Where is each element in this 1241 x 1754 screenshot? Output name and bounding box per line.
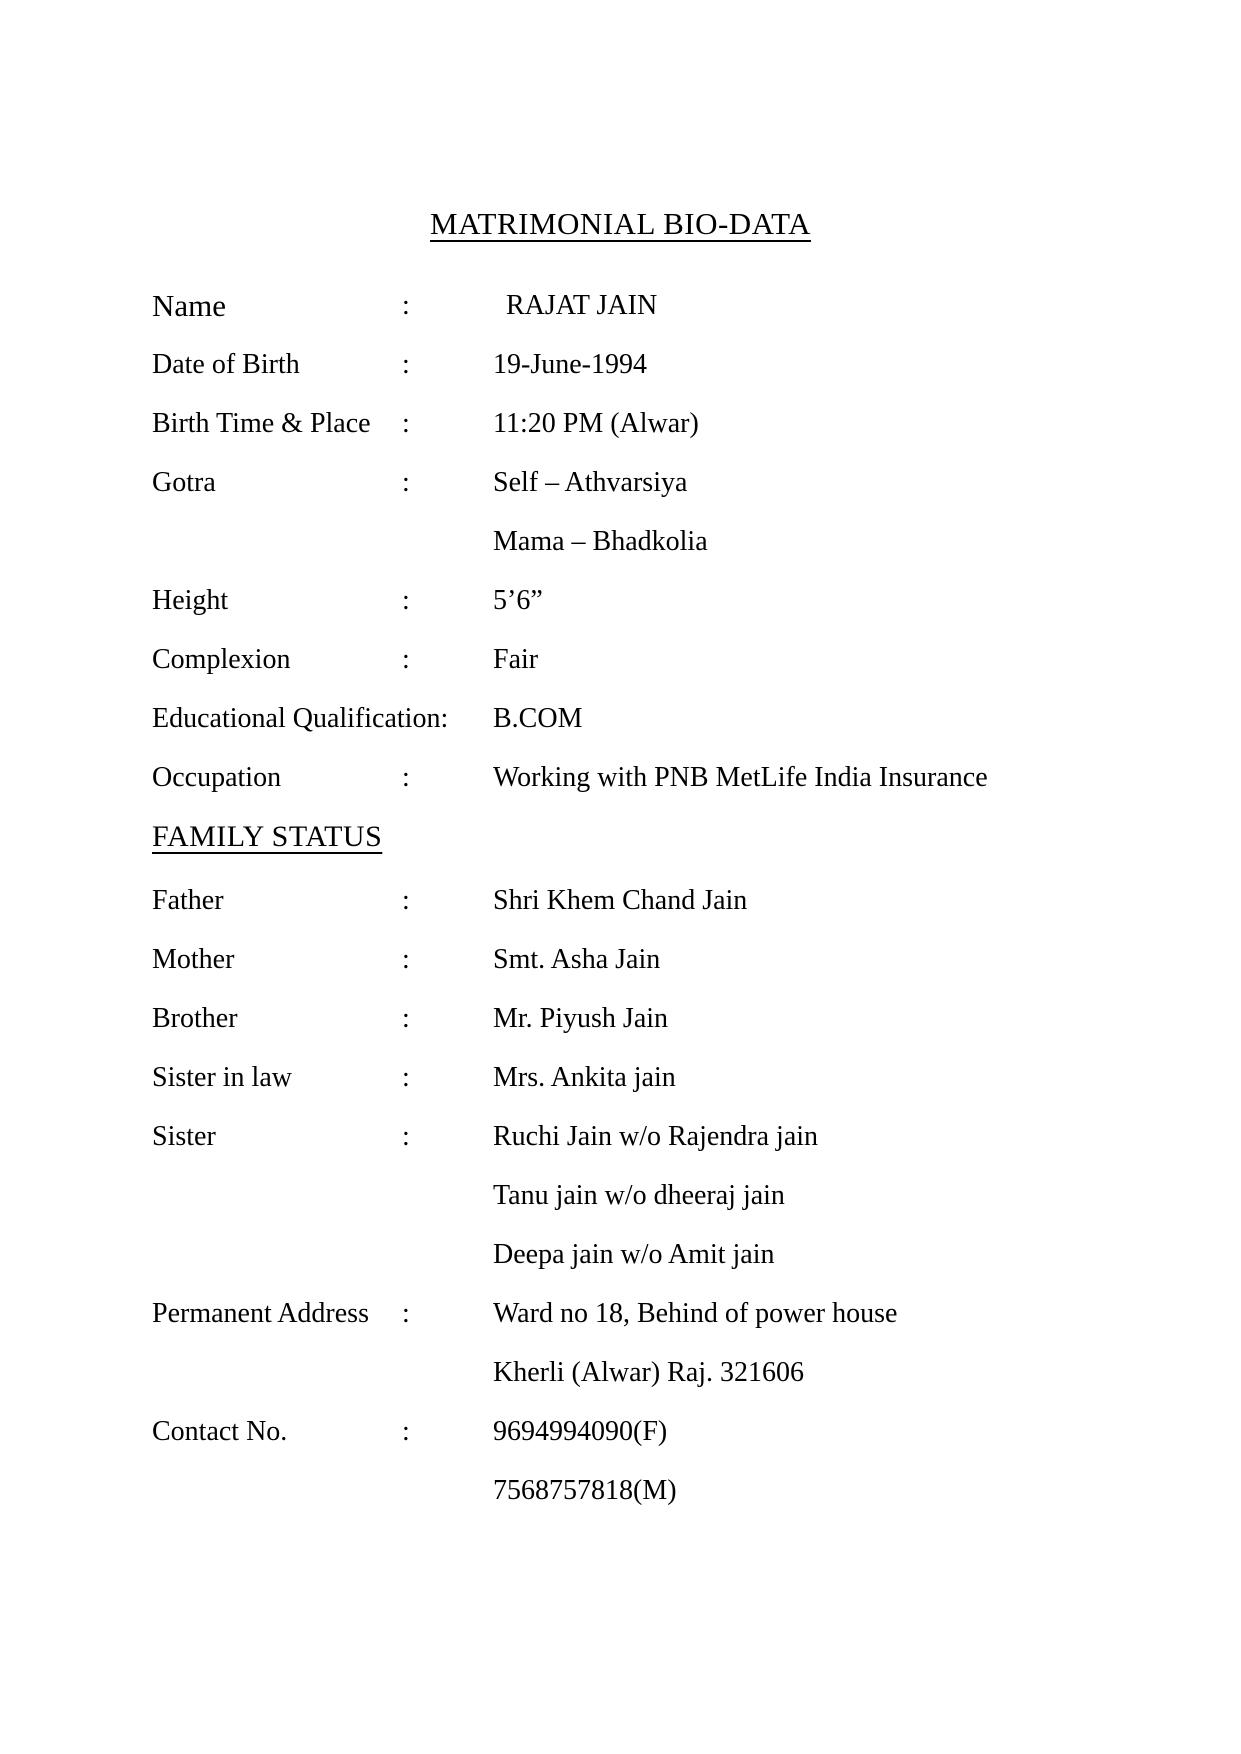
row-contact-no-1 (152, 1402, 1201, 1461)
field-separator: : (402, 1121, 410, 1152)
field-value: RAJAT JAIN (506, 290, 658, 321)
field-separator: : (402, 1298, 410, 1329)
field-label (152, 512, 402, 571)
row-permanent-address-1 (152, 1284, 1201, 1343)
field-label: Name (152, 288, 227, 323)
field-value: 9694994090(F) (493, 1416, 668, 1447)
field-separator: : (402, 944, 410, 975)
row-contact-no-2 (152, 1461, 1201, 1520)
field-value: Ward no 18, Behind of power house (493, 1298, 898, 1329)
row-sister-3 (152, 1225, 1201, 1284)
field-label: Sister (152, 1121, 216, 1152)
row-permanent-address-2 (152, 1343, 1201, 1402)
row-sister-2 (152, 1166, 1201, 1225)
field-value: Kherli (Alwar) Raj. 321606 (493, 1357, 805, 1388)
field-value: Self – Athvarsiya (493, 467, 688, 498)
field-value: B.COM (493, 703, 583, 734)
field-separator: : (402, 885, 410, 916)
row-educational-qualification (152, 689, 1201, 748)
field-separator: : (402, 408, 410, 439)
section-heading-family-status (152, 807, 1201, 866)
field-label: Sister in law (152, 1062, 292, 1093)
field-label: Father (152, 885, 224, 916)
row-father (152, 871, 1201, 930)
row-date-of-birth (152, 335, 1201, 394)
field-value: Tanu jain w/o dheeraj jain (493, 1180, 785, 1211)
field-label (152, 1225, 402, 1284)
row-gotra-self (152, 453, 1201, 512)
field-value: Mrs. Ankita jain (493, 1062, 676, 1093)
field-label: Complexion (152, 644, 291, 675)
field-value: 11:20 PM (Alwar) (493, 408, 699, 439)
field-label: Educational Qualification: (152, 703, 449, 734)
field-label: Occupation (152, 762, 282, 793)
field-label: Brother (152, 1003, 238, 1034)
field-value: Working with PNB MetLife India Insurance (493, 762, 988, 793)
field-label: Birth Time & Place (152, 408, 371, 439)
row-birth-time-place (152, 394, 1201, 453)
field-separator (402, 1225, 493, 1284)
biodata-fields (152, 276, 1201, 1520)
field-value: Shri Khem Chand Jain (493, 885, 748, 916)
row-name (152, 276, 1201, 335)
field-label: Gotra (152, 467, 216, 498)
row-mother (152, 930, 1201, 989)
row-sister-in-law (152, 1048, 1201, 1107)
field-value: Mama – Bhadkolia (493, 526, 708, 557)
field-separator: : (402, 644, 410, 675)
field-separator: : (402, 467, 410, 498)
document-title: MATRIMONIAL BIO-DATA (430, 206, 811, 241)
field-separator (402, 1166, 493, 1225)
row-brother (152, 989, 1201, 1048)
family-status-section (152, 871, 1201, 1520)
field-value: Fair (493, 644, 539, 675)
field-label: Date of Birth (152, 349, 300, 380)
field-separator: : (402, 1416, 410, 1447)
field-label: Permanent Address (152, 1298, 369, 1329)
field-value: 5’6” (493, 585, 543, 616)
row-height (152, 571, 1201, 630)
field-label (152, 1343, 402, 1402)
section-heading-text: FAMILY STATUS (152, 820, 383, 853)
field-label: Mother (152, 944, 235, 975)
field-value: Mr. Piyush Jain (493, 1003, 669, 1034)
row-complexion (152, 630, 1201, 689)
field-label: Height (152, 585, 229, 616)
row-sister-1 (152, 1107, 1201, 1166)
field-value: Ruchi Jain w/o Rajendra jain (493, 1121, 819, 1152)
field-label: Contact No. (152, 1416, 288, 1447)
field-value: Deepa jain w/o Amit jain (493, 1239, 775, 1270)
field-separator: : (402, 585, 410, 616)
field-separator: : (402, 762, 410, 793)
field-label (152, 1166, 402, 1225)
field-value: 7568757818(M) (493, 1475, 677, 1506)
field-separator: : (402, 1062, 410, 1093)
field-separator (402, 1461, 493, 1520)
field-separator: : (402, 349, 410, 380)
field-value: 19-June-1994 (493, 349, 647, 380)
field-label (152, 1461, 402, 1520)
field-separator: : (402, 290, 410, 321)
field-separator (402, 512, 493, 571)
row-gotra-mama (152, 512, 1201, 571)
field-separator (402, 1343, 493, 1402)
row-occupation (152, 748, 1201, 807)
field-separator: : (402, 1003, 410, 1034)
field-value: Smt. Asha Jain (493, 944, 661, 975)
